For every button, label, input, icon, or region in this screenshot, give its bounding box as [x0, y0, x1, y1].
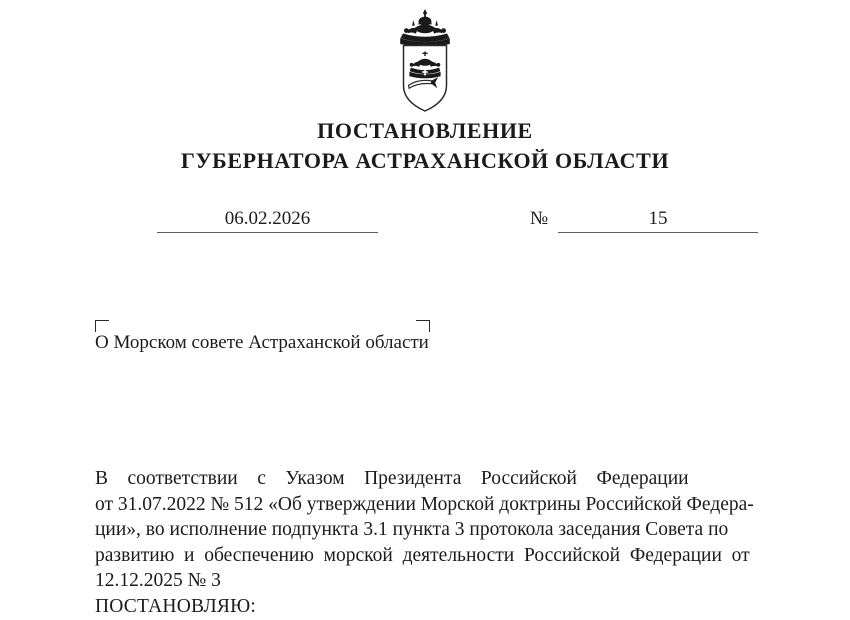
- document-meta-row: [0, 206, 850, 238]
- body-line-3: ции», во исполнение подпункта 3.1 пункта 3 протокола заседания Совета по: [95, 519, 729, 540]
- document-date: 06.02.2026: [157, 206, 378, 233]
- subject-block: [95, 320, 430, 357]
- bracket-top-right-icon: [416, 320, 430, 332]
- title-line-governor: ГУБЕРНАТОРА АСТРАХАНСКОЙ ОБЛАСТИ: [180, 148, 670, 173]
- document-number-label: №: [530, 208, 549, 229]
- body-line-2: от 31.07.2022 № 512 «Об утверждении Морской доктрины Российской Федера-: [95, 493, 754, 515]
- resolve-keyword: ПОСТАНОВЛЯЮ:: [95, 595, 256, 617]
- body-line-4: развитию и обеспечению морской деятельности Российской Федерации от: [95, 544, 750, 566]
- subject-text: О Морском совете Астраханской области: [95, 332, 429, 353]
- page-title: [0, 116, 850, 176]
- coat-of-arms-emblem: [0, 6, 850, 114]
- document-number: 15: [558, 206, 758, 233]
- body-line-5: 12.12.2025 № 3: [95, 570, 221, 591]
- body-block: [95, 466, 805, 619]
- coat-of-arms-icon: [386, 6, 464, 114]
- body-line-1: В соответствии с Указом Президента Российской Федерации: [95, 468, 689, 489]
- bracket-top-left-icon: [95, 320, 109, 332]
- title-line-postanovlenie: ПОСТАНОВЛЕНИЕ: [317, 118, 533, 143]
